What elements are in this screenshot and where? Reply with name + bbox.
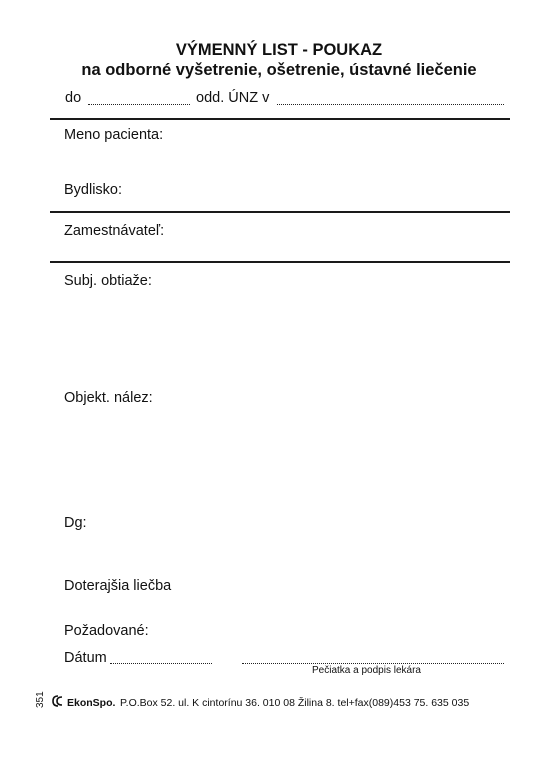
prior-treatment-label: Doterajšia liečba [64,578,172,594]
objective-label: Objekt. nález: [64,390,153,406]
publisher-name: EkonSpo. [67,697,116,709]
signature-caption: Pečiatka a podpis lekára [312,665,421,676]
divider-after-residence [50,211,510,213]
dept-label: odd. ÚNZ v [196,90,270,106]
publisher-info: P.O.Box 52. ul. K cintorínu 36. 010 08 Žilina 8. tel+fax(089)453 75. 635 035 [120,697,470,709]
publisher-logo-icon [51,694,65,706]
divider-after-employer [50,261,510,263]
form-title: VÝMENNÝ LIST - POUKAZ [175,41,383,59]
to-label: do [65,90,82,106]
requested-label: Požadované: [64,623,149,639]
form-number: 351 [35,691,46,708]
residence-label: Bydlisko: [64,182,123,198]
form-subtitle: na odborné vyšetrenie, ošetrenie, ústavné liečenie [81,61,477,79]
signature-line[interactable] [242,651,504,664]
date-field[interactable] [110,651,212,664]
dept-field[interactable] [277,92,504,105]
diagnosis-label: Dg: [64,515,87,531]
employer-label: Zamestnávateľ: [64,223,165,239]
date-label: Dátum [64,650,107,666]
patient-name-label: Meno pacienta: [64,127,164,143]
subjective-label: Subj. obtiaže: [64,273,152,289]
divider-top [50,118,510,120]
to-field[interactable] [88,92,190,105]
